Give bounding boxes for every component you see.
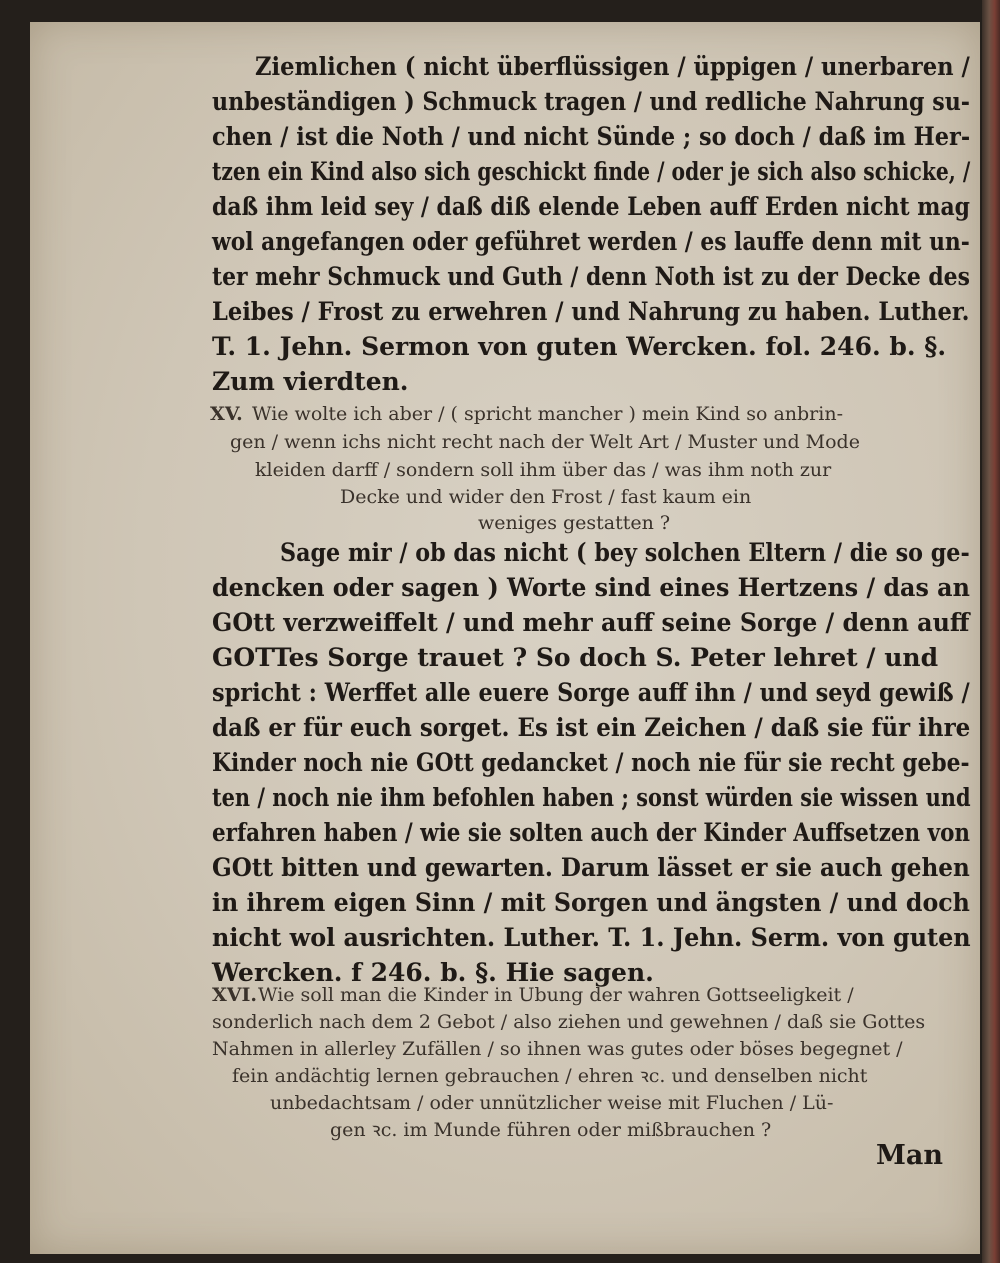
text-line: wol angefangen oder geführet werden / es lauffe denn mit un-: [212, 227, 970, 256]
text-line: Wercken. f 246. b. §. Hie sagen.: [212, 958, 654, 987]
text-line: Leibes / Frost zu erwehren / und Nahrung zu haben. Luther.: [212, 297, 970, 326]
text-line: ter mehr Schmuck und Guth / denn Noth ist zu der Decke des: [212, 262, 970, 291]
book-page-edge: [982, 0, 1000, 1263]
catchword: Man: [876, 1140, 944, 1171]
text-line: chen / ist die Noth / und nicht Sünde ; so doch / daß im Her-: [212, 122, 971, 151]
text-line: T. 1. Jehn. Sermon von guten Wercken. fol. 246. b. §.: [212, 332, 947, 361]
text-line: dencken oder sagen ) Worte sind eines Hertzens / das an: [212, 573, 970, 602]
text-line: in ihrem eigen Sinn / mit Sorgen und ängsten / und doch: [212, 888, 970, 917]
text-line: Sage mir / ob das nicht ( bey solchen Eltern / die so ge-: [280, 538, 970, 567]
question-line: weniges gestatten ?: [478, 512, 671, 534]
text-line: daß er für euch sorget. Es ist ein Zeichen / daß sie für ihre: [212, 713, 971, 742]
question-line: Decke und wider den Frost / fast kaum ein: [340, 486, 752, 508]
text-line: erfahren haben / wie sie solten auch der Kinder Auffsetzen von: [212, 818, 970, 847]
text-line: unbeständigen ) Schmuck tragen / und redliche Nahrung su-: [212, 87, 971, 116]
question-line: Nahmen in allerley Zufällen / so ihnen was gutes oder böses begegnet /: [212, 1038, 903, 1060]
text-line: Ziemlichen ( nicht überflüssigen / üppigen / unerbaren /: [255, 52, 970, 81]
question-line: fein andächtig lernen gebrauchen / ehren ꝛc. und denselben nicht: [232, 1065, 868, 1087]
question-line: Wie soll man die Kinder in Ubung der wahren Gottseeligkeit /: [258, 984, 854, 1006]
book-page: [30, 22, 980, 1254]
question-line: kleiden darff / sondern soll ihm über das / was ihm noth zur: [255, 459, 832, 481]
text-line: Kinder noch nie GOtt gedancket / noch nie für sie recht gebe-: [212, 748, 970, 777]
text-line: GOtt verzweiffelt / und mehr auff seine Sorge / denn auff: [212, 608, 970, 637]
question-line: sonderlich nach dem 2 Gebot / also ziehen und gewehnen / daß sie Gottes: [212, 1011, 926, 1033]
question-line: unbedachtsam / oder unnützlicher weise mit Fluchen / Lü-: [270, 1092, 834, 1114]
question-line: gen ꝛc. im Munde führen oder mißbrauchen ?: [330, 1119, 772, 1141]
text-line: nicht wol ausrichten. Luther. T. 1. Jehn. Serm. von guten: [212, 923, 971, 952]
text-line: tzen ein Kind also sich geschickt finde / oder je sich also schicke, /: [212, 157, 971, 186]
question-line: gen / wenn ichs nicht recht nach der Welt Art / Muster und Mode: [230, 431, 860, 453]
text-line: ten / noch nie ihm befohlen haben ; sonst würden sie wissen und: [212, 783, 971, 812]
question-line: Wie wolte ich aber / ( spricht mancher ) mein Kind so anbrin-: [252, 403, 843, 425]
text-line: GOTTes Sorge trauet ? So doch S. Peter lehret / und: [212, 643, 939, 672]
question-number: XV.: [210, 403, 243, 425]
text-line: Zum vierdten.: [212, 367, 409, 396]
text-line: spricht : Werffet alle euere Sorge auff ihn / und seyd gewiß /: [212, 678, 970, 707]
text-line: daß ihm leid sey / daß diß elende Leben auff Erden nicht mag: [212, 192, 970, 221]
question-number: XVI.: [212, 984, 257, 1006]
text-line: GOtt bitten und gewarten. Darum lässet er sie auch gehen: [212, 853, 970, 882]
